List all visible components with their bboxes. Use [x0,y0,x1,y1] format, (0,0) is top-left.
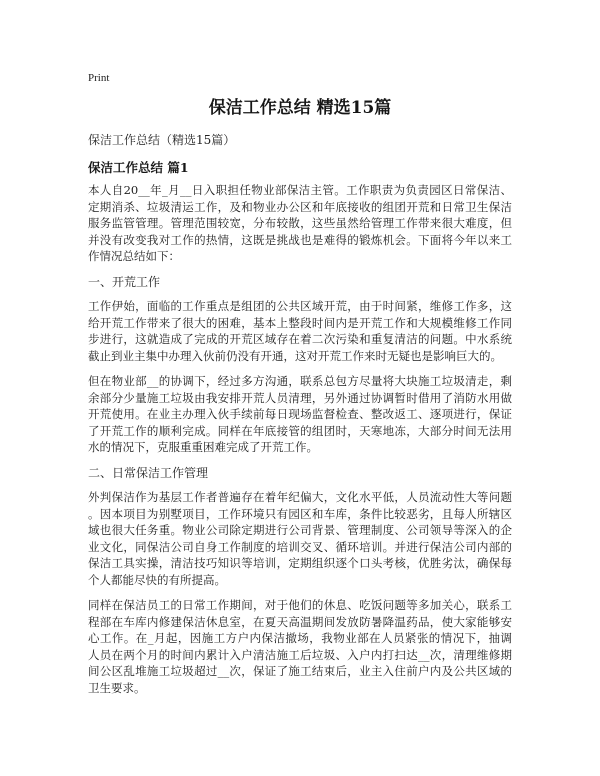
paragraph-line: 但在物业部__的协调下，经过多方沟通，联系总包方尽量将大块施工垃圾清走，剩 [88,374,512,388]
article-heading: 保洁工作总结 篇1 [88,160,189,175]
paragraph-line: 心工作。在_月起，因施工方户内保洁撤场，我物业部在人员紧张的情况下，抽调 [88,631,512,645]
section-heading-opening-work: 一、开荒工作 [88,274,161,289]
article-body [88,182,512,705]
paragraph-line: 外判保洁作为基层工作者普遍存在着年纪偏大，文化水平低，人员流动性大等问题 [88,490,512,504]
paragraph-line: 本人自20__年_月__日入职担任物业部保洁主管。工作职责为负责园区日常保洁、 [88,183,512,197]
paragraph-line: 了开荒工作的顺利完成。同样在年底接管的组团时，天寒地冻，大部分时间无法用 [88,423,512,438]
paragraph-line: 业文化，同保洁公司自身工作制度的培训交叉、循环培训。并进行保洁公司内部的 [88,539,512,554]
paragraph [88,489,512,588]
paragraph-line: 间公区乱堆施工垃圾超过__次，保证了施工结束后，业主入住前户内及公共区域的 [88,664,512,678]
paragraph-line: 程部在车库内修建保洁休息室，在夏天高温期间发放防暑降温药品，使大家能够安 [88,614,512,629]
section-heading-daily-cleaning: 二、日常保洁工作管理 [88,465,209,480]
paragraph-line: 余部分少量施工垃圾由我安排开荒人员清理，另外通过协调暂时借用了消防水用做 [88,390,512,405]
paragraph-line: 步进行，这就造成了完成的开荒区域存在着二次污染和重复清洁的问题。中水系统 [88,332,512,346]
paragraph-line: 截止到业主集中办理入伙前仍没有开通，这对开荒工作来时无疑也是影响巨大的。 [88,348,502,363]
paragraph-line: 个人都能尽快的有所提高。 [88,572,226,587]
paragraph-line: 保洁工具实操，清洁技巧知识等培训，定期组织逐个口头考核，优胜劣汰，确保每 [88,556,512,570]
paragraph-line: 给开荒工作带来了很大的困难，基本上整段时间内是开荒工作和大规模维修工作同 [88,315,512,330]
paragraph [88,373,512,456]
paragraph-line: 定期消杀、垃圾清运工作，及和物业办公区和年底接收的组团开荒和日常卫生保洁 [88,199,512,214]
paragraph-line: 开荒使用。在业主办理入伙手续前每日现场监督检查、整改返工、逐项进行，保证 [88,407,512,421]
paragraph-line: 水的情况下，克服重重困难完成了开荒工作。 [88,440,318,454]
paragraph-line: 人员在两个月的时间内累计入户清洁施工后垃圾、入户内打扫达__次，清理维修期 [88,647,512,662]
paragraph-line: 并没有改变我对工作的热情，这既是挑战也是难得的锻炼机会。下面将今年以来工 [88,232,512,247]
paragraph-line: 工作伊始，面临的工作重点是组团的公共区域开荒，由于时间紧，维修工作多，这 [88,299,512,313]
paragraph [88,298,512,364]
paragraph-line: 同样在保洁员工的日常工作期间，对于他们的休息、吃饭问题等多加关心，联系工 [88,598,512,612]
paragraph-line: 作情况总结如下： [88,249,180,263]
paragraph-line: 卫生要求。 [88,680,146,695]
document-subtitle: 保洁工作总结（精选15篇） [88,133,236,147]
paragraph-line: 域也很大任务重。物业公司除定期进行公司背景、管理制度、公司领导等深入的企 [88,523,512,537]
paragraph-intro [88,182,512,265]
paragraph [88,597,512,696]
paragraph-line: 。因本项目为别墅项目，工作环境只有园区和车库，条件比较恶劣，且每人所辖区 [88,506,512,521]
document-title: 保洁工作总结 精选15篇 [208,98,392,118]
print-link[interactable]: Print [88,72,110,84]
paragraph-line: 服务监管管理。管理范围较宽，分布较散，这些虽然给管理工作带来很大难度，但 [88,216,512,230]
